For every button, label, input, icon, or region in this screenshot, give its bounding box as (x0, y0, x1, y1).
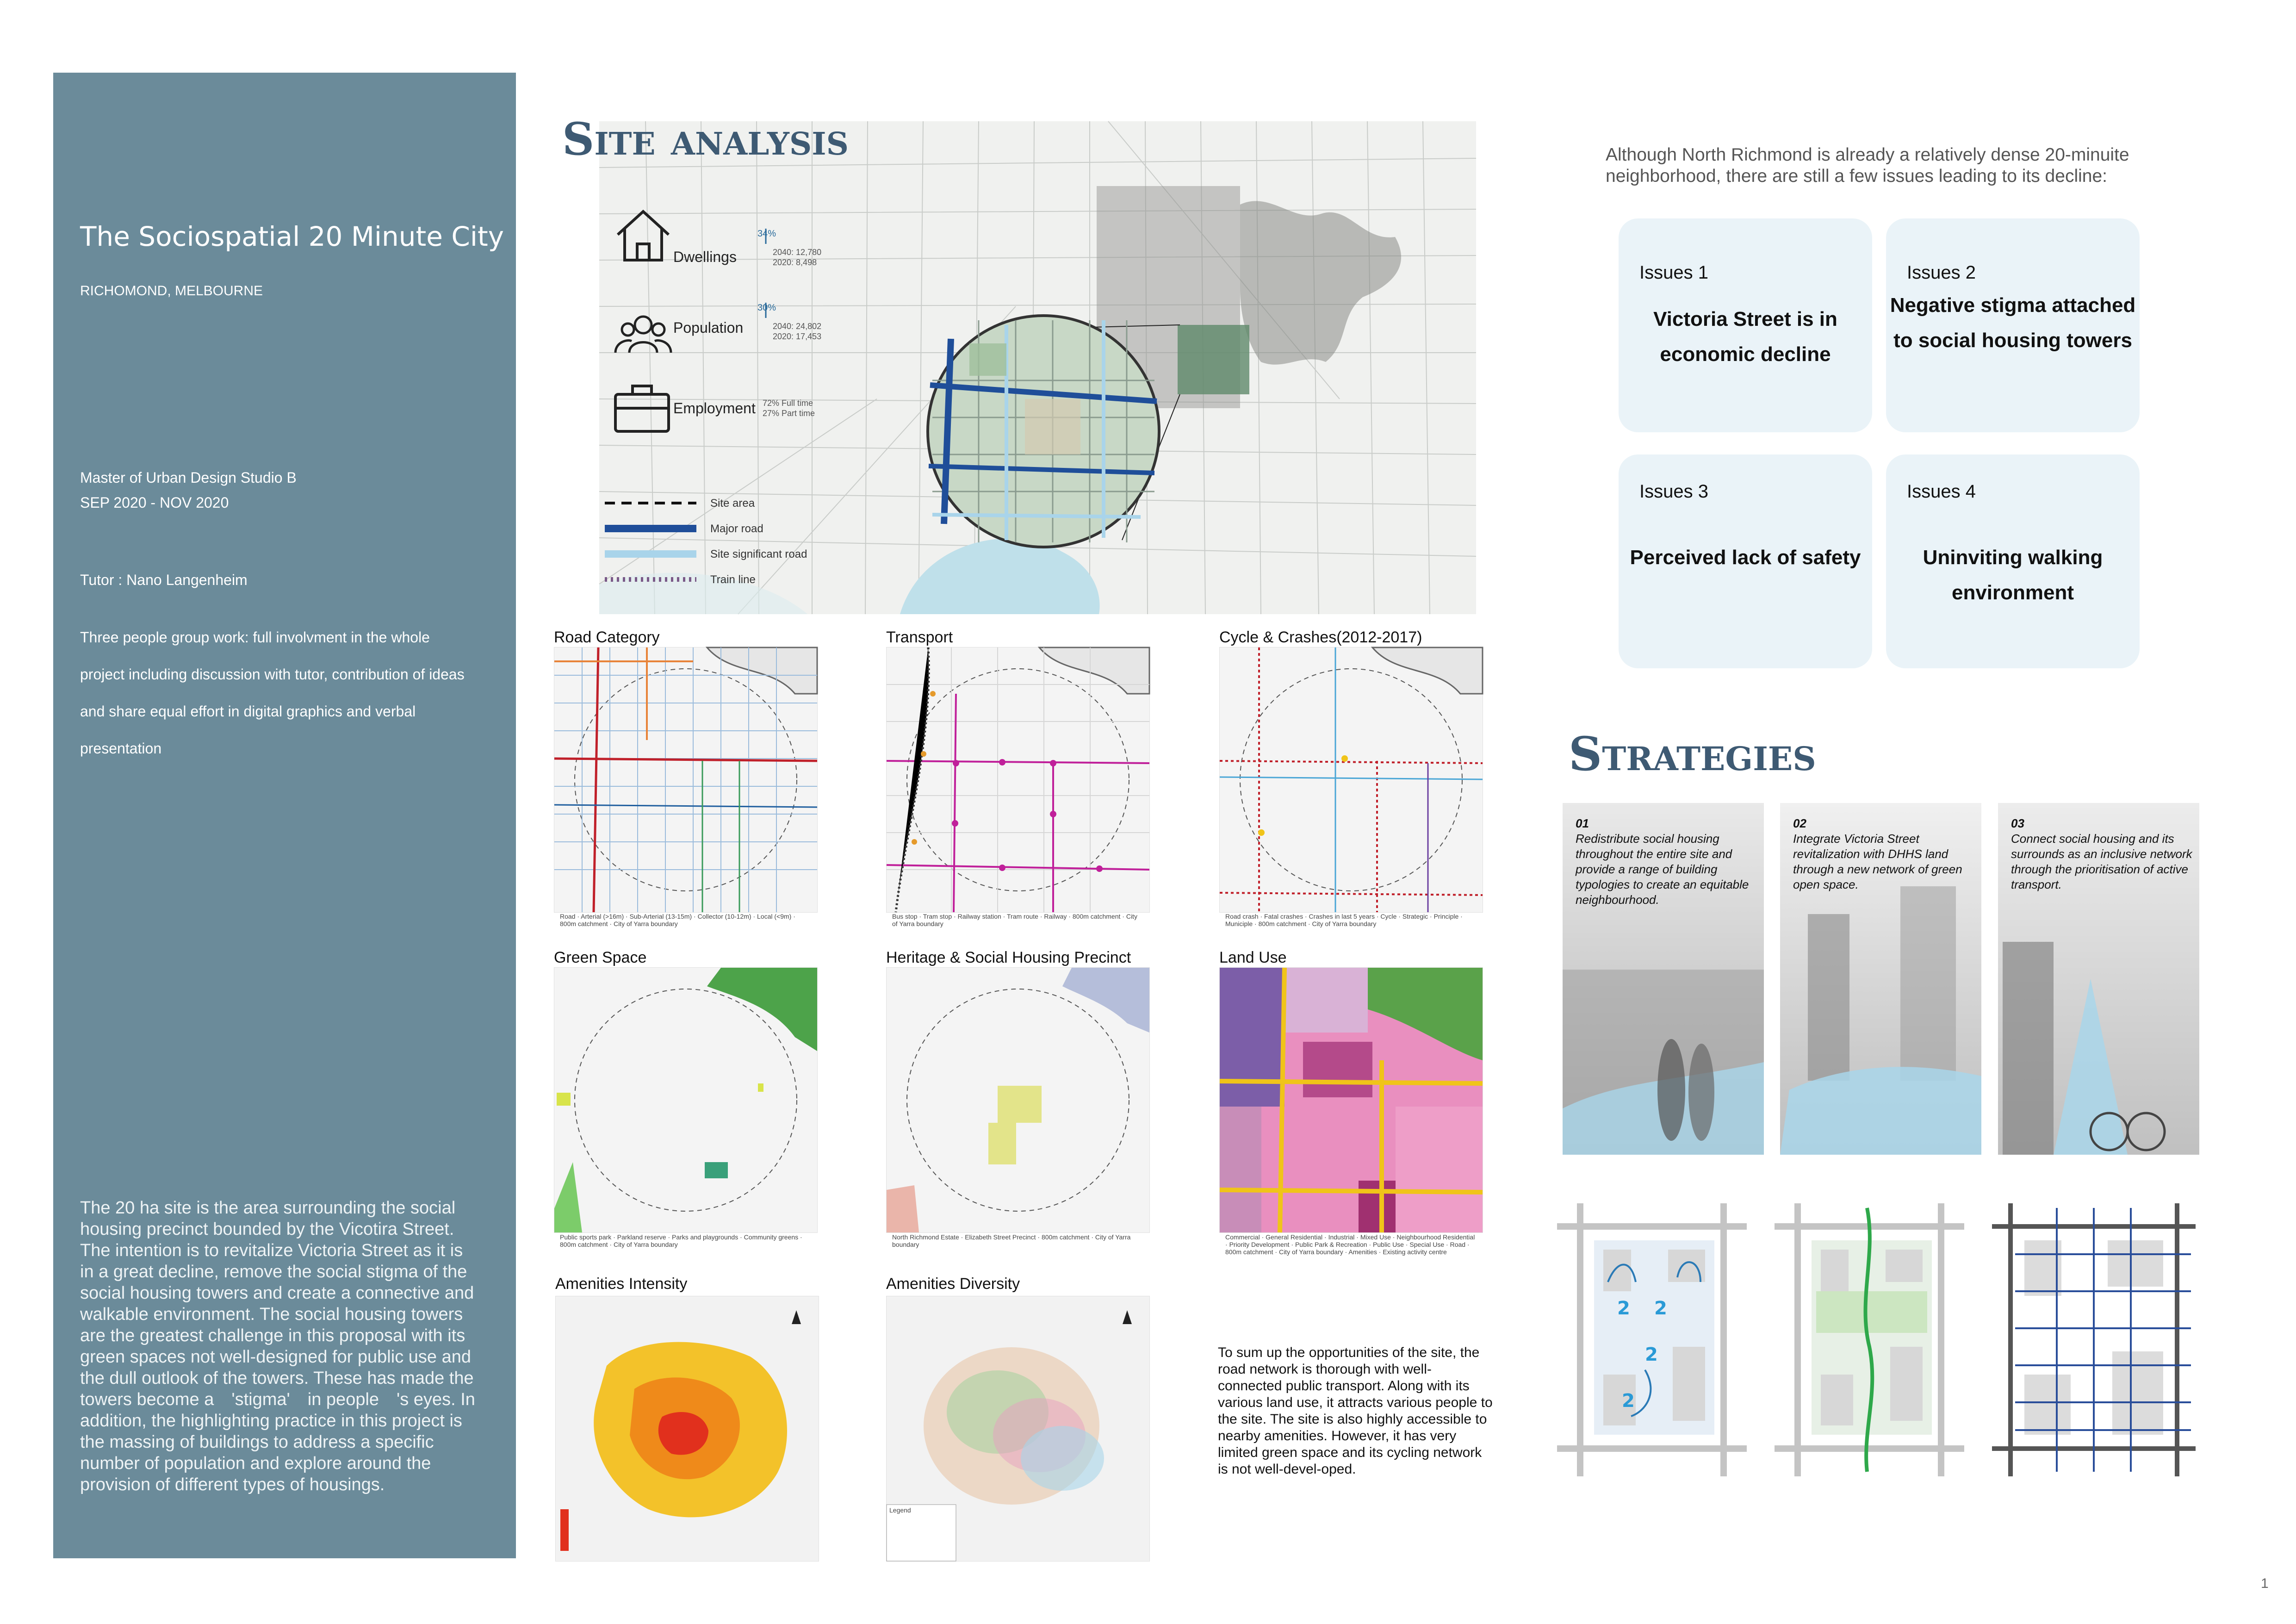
legend-catchment: 800m catchment (560, 920, 608, 927)
legend-road: Road (1450, 1241, 1466, 1248)
road-category-map (554, 647, 818, 913)
legend-major-road: Major road (710, 523, 763, 535)
legend-catchment: 800m catchment (1258, 920, 1307, 927)
legend-catchment: 800m catchment (560, 1241, 608, 1248)
legend-boundary: City of Yarra boundary (613, 1241, 678, 1248)
strategy-num-1: 01 (1576, 816, 1589, 830)
svg-text:2: 2 (1645, 1344, 1658, 1365)
green-space-title: Green Space (554, 949, 647, 966)
legend-catchment: 800m catchment (1041, 1233, 1090, 1241)
legend-tram-route: Tram route (1007, 913, 1038, 920)
legend-north-richmond: North Richmond Estate (892, 1233, 959, 1241)
population-values (773, 321, 821, 342)
strategy-text-1 (1576, 816, 1761, 908)
population-label: Population (673, 319, 744, 336)
issue-label-4: Issues 4 (1907, 481, 1976, 502)
diagram-3 (1992, 1203, 2196, 1476)
legend-catchment: 800m catchment (1225, 1248, 1273, 1256)
heritage-title: Heritage & Social Housing Precinct (886, 949, 1131, 966)
dwellings-2040: 2040: 12,780 (773, 248, 822, 257)
svg-text:2: 2 (1622, 1390, 1635, 1412)
project-description: The 20 ha site is the area surrounding the social housing precinct bounded by the Vicotira Street. The intention is to revitalize Victoria Street as it is in a great decline, remove the social stigma of the social housing towers and create a connective and walkable environment. The social housing towers are the greatest challenge in this proposal with its green spaces not well-designed for public use and the dull outlook of the towers. These has made the towers become a 'stigma' in people 's eyes. In addition, the highlighting practice in this project is the massing of buildings to address a specific number of population and explore around the provision of different types of housings. (80, 1198, 475, 1494)
legend-boundary: City of Yarra boundary (1312, 920, 1377, 927)
issue-label-2: Issues 2 (1907, 262, 1976, 283)
amenities-diversity-title: Amenities Diversity (886, 1275, 1020, 1293)
legend-significant-road: Site significant road (710, 548, 807, 560)
legend-parks-playgrounds: Parks and playgrounds (672, 1233, 738, 1241)
legend-activity-centre: Existing activity centre (1383, 1248, 1447, 1256)
legend-train-line: Train line (710, 573, 756, 586)
course-dates: SEP 2020 - NOV 2020 (80, 494, 229, 511)
strategies-heading: Strategies (1569, 727, 1816, 781)
site-analysis-heading: Site analysis (562, 113, 849, 165)
transport-graphic (887, 647, 1149, 912)
cycle-legend: Road crash · Fatal crashes · Crashes in last 5 years · Cycle · Strategic · Principle · Municiple · 800m catchment · City of Yarra boundary (1225, 913, 1463, 927)
dwellings-2020: 2020: 8,498 (773, 258, 817, 267)
legend-commercial: Commercial (1225, 1233, 1260, 1241)
strategy-card-1 (1563, 803, 1764, 1155)
issue-card-2 (1886, 218, 2140, 432)
employment-values (763, 398, 815, 418)
page-number: 1 (2261, 1576, 2269, 1591)
transport-map (886, 647, 1150, 913)
employment-label: Employment (673, 400, 756, 417)
strategy-num-2: 02 (1793, 816, 1806, 830)
legend-tram-stop: Tram stop (923, 913, 952, 920)
legend-railway: Railway (1044, 913, 1067, 920)
diversity-legend-title: Legend (889, 1506, 911, 1514)
legend-mixed-use: Mixed Use (1360, 1233, 1391, 1241)
land-use-title: Land Use (1219, 949, 1287, 966)
population-2020: 2020: 17,453 (773, 332, 822, 341)
legend-road-crash: Road crash (1225, 913, 1259, 920)
issue-card-1 (1619, 218, 1872, 432)
population-2040: 2040: 24,802 (773, 322, 822, 331)
issue-label-1: Issues 1 (1639, 262, 1708, 283)
course-name: Master of Urban Design Studio B (80, 469, 297, 486)
legend-arterial: Arterial (>16m) (581, 913, 624, 920)
issue-text-2: Negative stigma attached to social housing towers (1890, 294, 2136, 352)
strategy-num-3: 03 (2011, 816, 2024, 830)
amenities-diversity-map (886, 1296, 1150, 1562)
legend-municiple: Municiple (1225, 920, 1253, 927)
heritage-graphic (887, 968, 1149, 1232)
dwellings-label: Dwellings (673, 249, 737, 265)
legend-collector: Collector (10-12m) (697, 913, 751, 920)
land-use-legend: Commercial · General Residential · Industrial · Mixed Use · Neighbourhood Residential · Priority Development · Public Park & Recreation · Public Use · Special Use · Road · 800m catchment · City of Yarra boundary · Amenities · Existing activity centre (1225, 1233, 1475, 1256)
groupwork-note: Three people group work: full involvment in the whole project including discussion with tutor, contribution of ideas and share equal effort in digital graphics and verbal presentation (80, 629, 465, 757)
legend-boundary: City of Yarra boundary (1278, 1248, 1343, 1256)
legend-boundary: City of Yarra boundary (892, 1233, 1131, 1248)
strategy-desc-1: Redistribute social housing throughout the entire site and provide a range of building typologies to create an equitable neighbourhood. (1576, 832, 1749, 907)
legend-principle: Principle (1433, 913, 1459, 920)
legend-public-park: Public Park & Recreation (1295, 1241, 1367, 1248)
green-space-map (554, 967, 818, 1233)
green-space-graphic (554, 968, 817, 1232)
legend-community-greens: Community greens (744, 1233, 799, 1241)
project-title: The Sociospatial 20 Minute City (80, 221, 504, 252)
legend-special-use: Special Use (1409, 1241, 1445, 1248)
transport-legend: Bus stop · Tram stop · Railway station · Tram route · Railway · 800m catchment · City of Yarra boundary (892, 913, 1137, 927)
strategy-diagrams (1552, 1199, 2200, 1481)
legend-sports-park: Public sports park (560, 1233, 612, 1241)
legend-strategic: Strategic (1402, 913, 1428, 920)
site-summary: To sum up the opportunities of the site, the road network is thorough with well-connected public transport. Along with its various land use, it attracts various people to the site. The site is also highly accessible to nearby amenities. However, it has very limited green space and its cycling network is not well-devel-oped. (1218, 1345, 1493, 1477)
amenities-intensity-graphic (556, 1296, 819, 1561)
legend-boundary: City of Yarra boundary (892, 913, 1137, 927)
site-analysis-map (562, 113, 1476, 614)
strategy-desc-3: Connect social housing and its surrounds as an inclusive network through the prioritisation of active transport. (2011, 832, 2192, 891)
diagram-1 (1557, 1203, 1747, 1476)
svg-text:2: 2 (1617, 1298, 1630, 1319)
project-location: RICHOMOND, MELBOURNE (80, 283, 263, 299)
land-use-graphic (1220, 968, 1483, 1232)
legend-parkland: Parkland reserve (617, 1233, 666, 1241)
strategy-text-2 (1793, 816, 1978, 892)
legend-elizabeth-street: Elizabeth Street Precinct (965, 1233, 1036, 1241)
legend-catchment: 800m catchment (1072, 913, 1121, 920)
amenities-intensity-title: Amenities Intensity (555, 1275, 688, 1293)
legend-amenities: Amenities (1348, 1248, 1377, 1256)
road-category-legend: Road · Arterial (>16m) · Sub-Arterial (13-15m) · Collector (10-12m) · Local (<9m) · 800m catchment · City of Yarra boundary (560, 913, 795, 927)
legend-sub-arterial: Sub-Arterial (13-15m) (629, 913, 692, 920)
population-pct: 30% (757, 303, 776, 313)
diagram-2 (1775, 1203, 1964, 1476)
legend-railway-station: Railway station (957, 913, 1001, 920)
issue-label-3: Issues 3 (1639, 481, 1708, 502)
issue-card-3 (1619, 454, 1872, 668)
transport-title: Transport (886, 628, 953, 646)
svg-text:2: 2 (1654, 1298, 1667, 1319)
strategy-text-3 (2011, 816, 2196, 892)
legend-local: Local (<9m) (757, 913, 792, 920)
strategy-card-3 (1998, 803, 2199, 1155)
employment-parttime: 27% Part time (763, 409, 815, 418)
heritage-legend: North Richmond Estate · Elizabeth Street Precinct · 800m catchment · City of Yarra boundary (892, 1233, 1131, 1248)
legend-public-use: Public Use (1373, 1241, 1404, 1248)
info-panel (53, 73, 516, 1558)
legend-priority-development: Priority Development (1229, 1241, 1290, 1248)
cycle-map (1219, 647, 1483, 913)
legend-bus-stop: Bus stop (892, 913, 918, 920)
legend-industrial: Industrial (1328, 1233, 1355, 1241)
land-use-map (1219, 967, 1483, 1233)
road-category-graphic (554, 647, 817, 912)
issue-card-4 (1886, 454, 2140, 668)
amenities-diversity-graphic (887, 1296, 1149, 1561)
issue-text-1: Victoria Street is in economic decline (1653, 308, 1837, 366)
legend-cycle: Cycle (1380, 913, 1397, 920)
tutor-name: Tutor : Nano Langenheim (80, 572, 248, 588)
issues-intro: Although North Richmond is already a relatively dense 20-minuite neighborhood, there are still a few issues leading to its decline: (1606, 145, 2129, 186)
legend-crashes-5yrs: Crashes in last 5 years (1309, 913, 1375, 920)
road-category-title: Road Category (554, 628, 660, 646)
green-space-legend: Public sports park · Parkland reserve · Parks and playgrounds · Community greens · 800m catchment · City of Yarra boundary (560, 1233, 802, 1248)
strategy-desc-2: Integrate Victoria Street revitalization with DHHS land through a new network of green open space. (1793, 832, 1962, 891)
legend-neighbourhood-residential: Neighbourhood Residential (1396, 1233, 1475, 1241)
cycle-graphic (1220, 647, 1483, 912)
dwellings-pct: 34% (757, 229, 776, 239)
cycle-title: Cycle & Crashes(2012-2017) (1219, 628, 1422, 646)
legend-fatal: Fatal crashes (1264, 913, 1303, 920)
heritage-map (886, 967, 1150, 1233)
legend-general-residential: General Residential (1266, 1233, 1323, 1241)
course-info (80, 465, 297, 515)
legend-boundary: City of Yarra boundary (613, 920, 678, 927)
employment-fulltime: 72% Full time (763, 398, 813, 408)
legend-road: Road (560, 913, 576, 920)
issue-text-4: Uninviting walking environment (1923, 546, 2103, 604)
strategy-card-2 (1780, 803, 1981, 1155)
amenities-intensity-map (555, 1296, 819, 1562)
legend-site-area: Site area (710, 497, 755, 510)
site-map-graphic (599, 121, 1476, 614)
strategy-diagram-graphic (1552, 1199, 2200, 1481)
dwellings-values (773, 247, 821, 268)
issue-text-3: Perceived lack of safety (1630, 546, 1861, 569)
